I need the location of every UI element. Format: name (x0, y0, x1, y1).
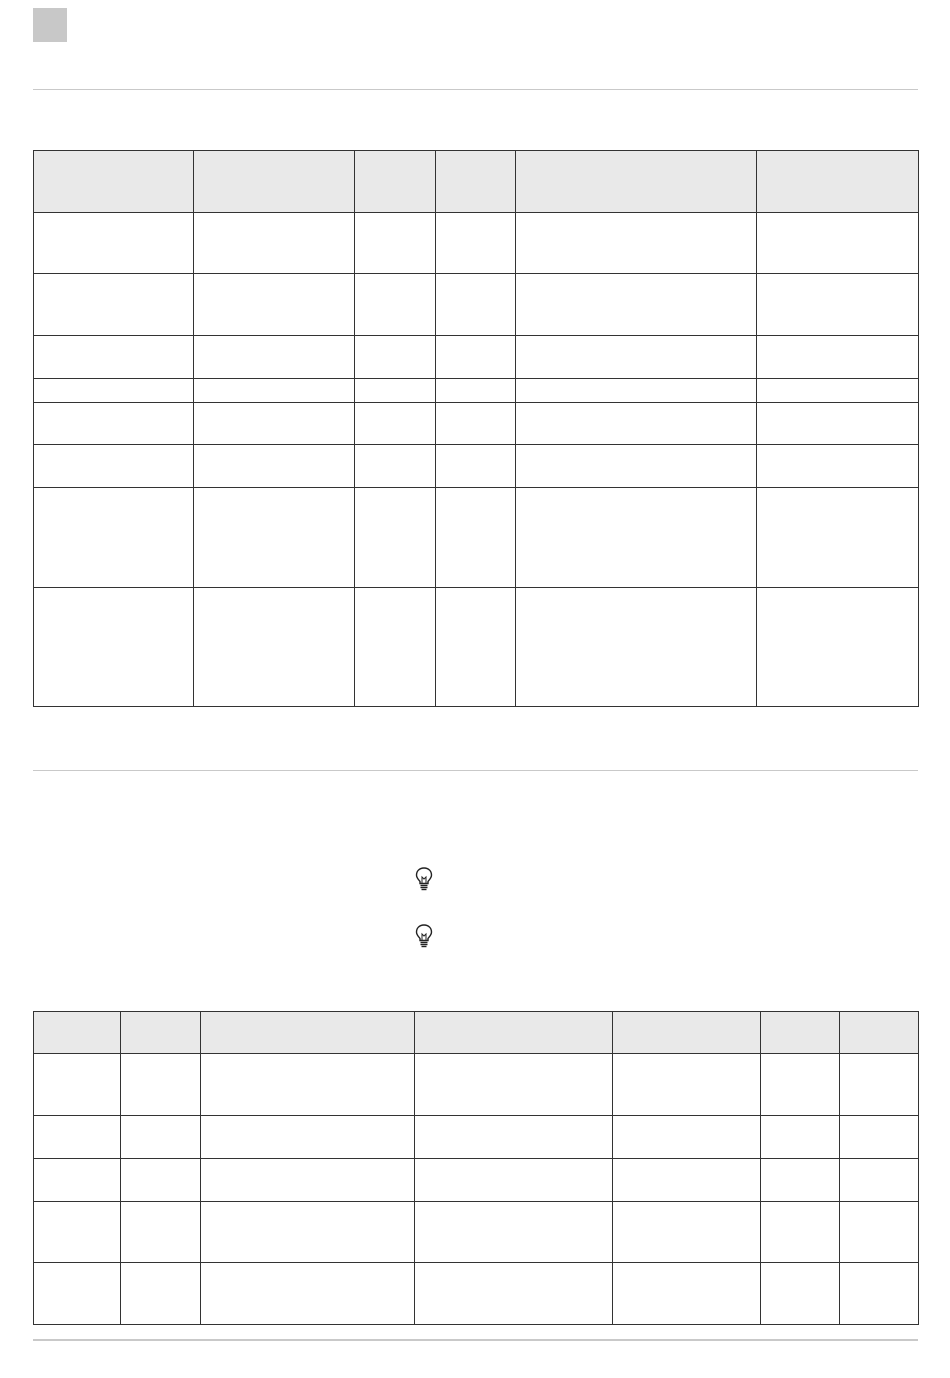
table-cell (840, 1202, 919, 1263)
table-cell (415, 1054, 613, 1116)
table-cell (355, 403, 436, 445)
table-cell (34, 1263, 121, 1325)
table-1-header-cell (34, 151, 194, 213)
table-cell (436, 379, 516, 403)
table-2-header-cell (121, 1012, 201, 1054)
table-cell (34, 588, 194, 707)
table-cell (415, 1263, 613, 1325)
table-cell (757, 274, 919, 336)
table-cell (757, 588, 919, 707)
table-cell (201, 1159, 415, 1202)
table-2-header-cell (415, 1012, 613, 1054)
table-cell (355, 588, 436, 707)
table-cell (201, 1263, 415, 1325)
table-cell (355, 379, 436, 403)
table-row (34, 213, 919, 274)
table-cell (613, 1054, 761, 1116)
table-cell (194, 445, 355, 488)
section-divider (33, 770, 918, 771)
table-cell (516, 588, 757, 707)
table-cell (194, 488, 355, 588)
table-2-header-row (34, 1012, 919, 1054)
table-cell (761, 1054, 840, 1116)
table-cell (613, 1263, 761, 1325)
table-cell (436, 403, 516, 445)
table-cell (613, 1159, 761, 1202)
table-cell (436, 445, 516, 488)
table-cell (355, 488, 436, 588)
table-cell (194, 274, 355, 336)
table-cell (757, 445, 919, 488)
table-cell (436, 213, 516, 274)
table-1-header-cell (757, 151, 919, 213)
table-cell (840, 1054, 919, 1116)
table-cell (516, 403, 757, 445)
table-cell (613, 1116, 761, 1159)
table-cell (761, 1159, 840, 1202)
table-cell (355, 336, 436, 379)
table-cell (516, 274, 757, 336)
bottom-divider (33, 1339, 918, 1341)
table-cell (840, 1263, 919, 1325)
table-row (34, 445, 919, 488)
table-cell (355, 274, 436, 336)
table-cell (121, 1263, 201, 1325)
table-1-header-cell (194, 151, 355, 213)
table-cell (436, 488, 516, 588)
table-cell (436, 588, 516, 707)
table-cell (34, 403, 194, 445)
logo (33, 8, 67, 42)
table-cell (34, 1116, 121, 1159)
table-row (34, 488, 919, 588)
table-cell (415, 1159, 613, 1202)
table-1-header-cell (516, 151, 757, 213)
table-cell (516, 336, 757, 379)
table-2-header-cell (34, 1012, 121, 1054)
table-1-header-cell (436, 151, 516, 213)
table-cell (415, 1202, 613, 1263)
table-row (34, 588, 919, 707)
table-row (34, 1263, 919, 1325)
table-cell (436, 336, 516, 379)
table-2-header-cell (201, 1012, 415, 1054)
table-cell (761, 1116, 840, 1159)
table-cell (34, 379, 194, 403)
table-row (34, 379, 919, 403)
table-row (34, 1202, 919, 1263)
table-cell (201, 1054, 415, 1116)
table-row (34, 274, 919, 336)
table-cell (34, 274, 194, 336)
table-cell (840, 1116, 919, 1159)
table-cell (121, 1202, 201, 1263)
table-cell (840, 1159, 919, 1202)
table-row (34, 1116, 919, 1159)
table-cell (34, 213, 194, 274)
lightbulb-icon (414, 923, 434, 949)
table-cell (121, 1159, 201, 1202)
table-cell (194, 379, 355, 403)
table-cell (415, 1116, 613, 1159)
table-cell (201, 1202, 415, 1263)
table-cell (757, 488, 919, 588)
table-2-header-cell (840, 1012, 919, 1054)
table-row (34, 403, 919, 445)
top-divider (33, 89, 918, 90)
table-cell (34, 1159, 121, 1202)
table-cell (194, 403, 355, 445)
table-cell (34, 1054, 121, 1116)
table-cell (516, 379, 757, 403)
table-row (34, 336, 919, 379)
table-cell (516, 488, 757, 588)
table-cell (613, 1202, 761, 1263)
table-cell (121, 1116, 201, 1159)
table-cell (201, 1116, 415, 1159)
table-cell (761, 1202, 840, 1263)
table-cell (34, 445, 194, 488)
table-cell (516, 213, 757, 274)
lightbulb-icon (414, 866, 434, 892)
table-cell (516, 445, 757, 488)
table-cell (355, 445, 436, 488)
table-row (34, 1054, 919, 1116)
table-cell (34, 1202, 121, 1263)
table-1-header-row (34, 151, 919, 213)
table-cell (757, 403, 919, 445)
table-row (34, 1159, 919, 1202)
table-cell (194, 213, 355, 274)
table-cell (194, 336, 355, 379)
table-cell (757, 213, 919, 274)
table-cell (757, 336, 919, 379)
table-cell (757, 379, 919, 403)
table-cell (34, 488, 194, 588)
table-1-header-cell (355, 151, 436, 213)
table-cell (436, 274, 516, 336)
table-2 (33, 1011, 919, 1325)
table-cell (34, 336, 194, 379)
table-1 (33, 150, 919, 707)
table-cell (194, 588, 355, 707)
table-cell (121, 1054, 201, 1116)
table-cell (355, 213, 436, 274)
table-2-header-cell (613, 1012, 761, 1054)
table-cell (761, 1263, 840, 1325)
table-2-header-cell (761, 1012, 840, 1054)
